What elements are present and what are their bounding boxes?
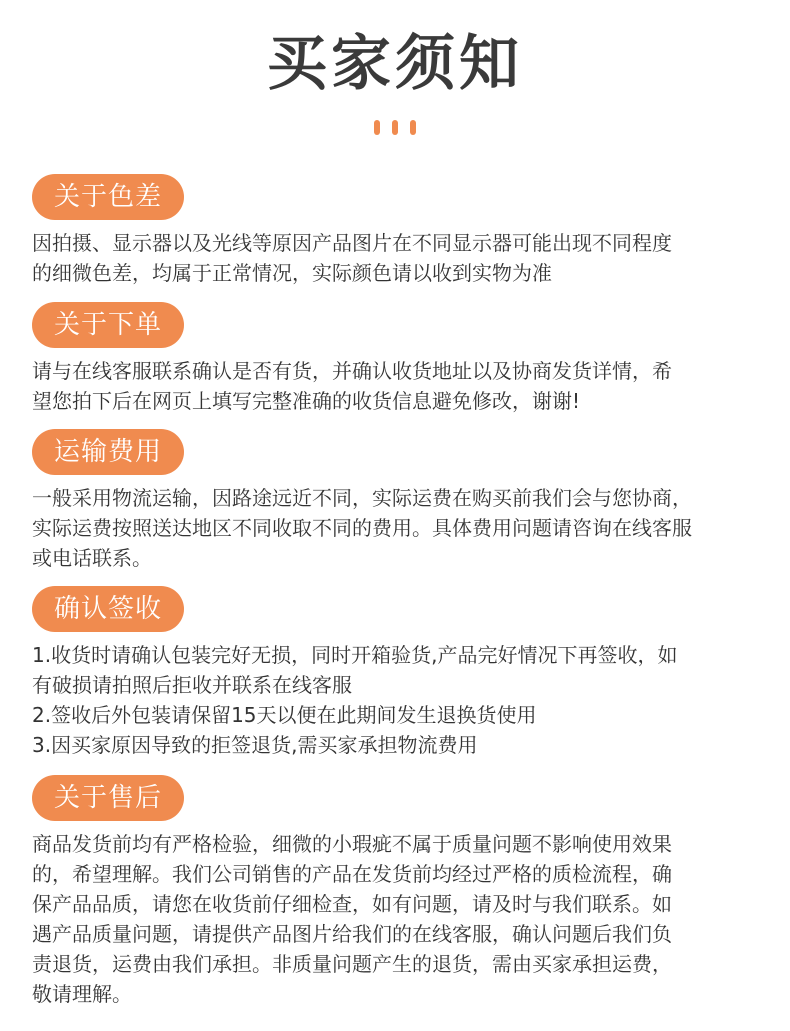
section-heading-badge: 运输费用 <box>32 429 184 475</box>
section-ordering <box>32 302 762 416</box>
section-body <box>32 483 762 573</box>
dot-icon <box>410 120 416 135</box>
section-body <box>32 356 762 416</box>
body-line: 实际运费按照送达地区不同收取不同的费用。具体费用问题请咨询在线客服 <box>32 516 692 540</box>
section-body <box>32 829 762 1009</box>
section-color-difference <box>32 174 762 288</box>
section-body <box>32 640 762 760</box>
section-heading-badge: 关于色差 <box>32 174 184 220</box>
body-line: 1.收货时请确认包装完好无损，同时开箱验货,产品完好情况下再签收，如 <box>32 643 678 667</box>
section-body <box>32 228 762 288</box>
section-heading-badge: 关于售后 <box>32 775 184 821</box>
decorative-dots <box>0 120 790 135</box>
page-title: 买家须知 <box>267 29 523 99</box>
body-line: 3.因买家原因导致的拒签退货,需买家承担物流费用 <box>32 733 478 757</box>
body-line: 请与在线客服联系确认是否有货，并确认收货地址以及协商发货详情，希 <box>32 359 672 383</box>
body-line: 因拍摄、显示器以及光线等原因产品图片在不同显示器可能出现不同程度 <box>32 231 672 255</box>
body-line: 一般采用物流运输，因路途远近不同，实际运费在购买前我们会与您协商， <box>32 486 692 510</box>
body-line: 望您拍下后在网页上填写完整准确的收货信息避免修改，谢谢! <box>32 389 581 413</box>
section-heading-badge: 关于下单 <box>32 302 184 348</box>
body-line: 2.签收后外包装请保留15天以便在此期间发生退换货使用 <box>32 703 537 727</box>
section-heading-badge: 确认签收 <box>32 586 184 632</box>
body-line: 或电话联系。 <box>32 546 152 570</box>
body-line: 商品发货前均有严格检验，细微的小瑕疵不属于质量问题不影响使用效果 <box>32 832 672 856</box>
body-line: 遇产品质量问题，请提供产品图片给我们的在线客服，确认问题后我们负 <box>32 922 672 946</box>
section-confirm-receipt <box>32 586 762 760</box>
body-line: 保产品品质，请您在收货前仔细检查，如有问题，请及时与我们联系。如 <box>32 892 672 916</box>
body-line: 有破损请拍照后拒收并联系在线客服 <box>32 673 352 697</box>
body-line: 的，希望理解。我们公司销售的产品在发货前均经过严格的质检流程，确 <box>32 862 672 886</box>
body-line: 责退货，运费由我们承担。非质量问题产生的退货，需由买家承担运费， <box>32 952 672 976</box>
dot-icon <box>374 120 380 135</box>
body-line: 的细微色差，均属于正常情况，实际颜色请以收到实物为准 <box>32 261 552 285</box>
dot-icon <box>392 120 398 135</box>
section-after-sales <box>32 775 762 1009</box>
body-line: 敬请理解。 <box>32 982 132 1006</box>
section-shipping-cost <box>32 429 762 573</box>
